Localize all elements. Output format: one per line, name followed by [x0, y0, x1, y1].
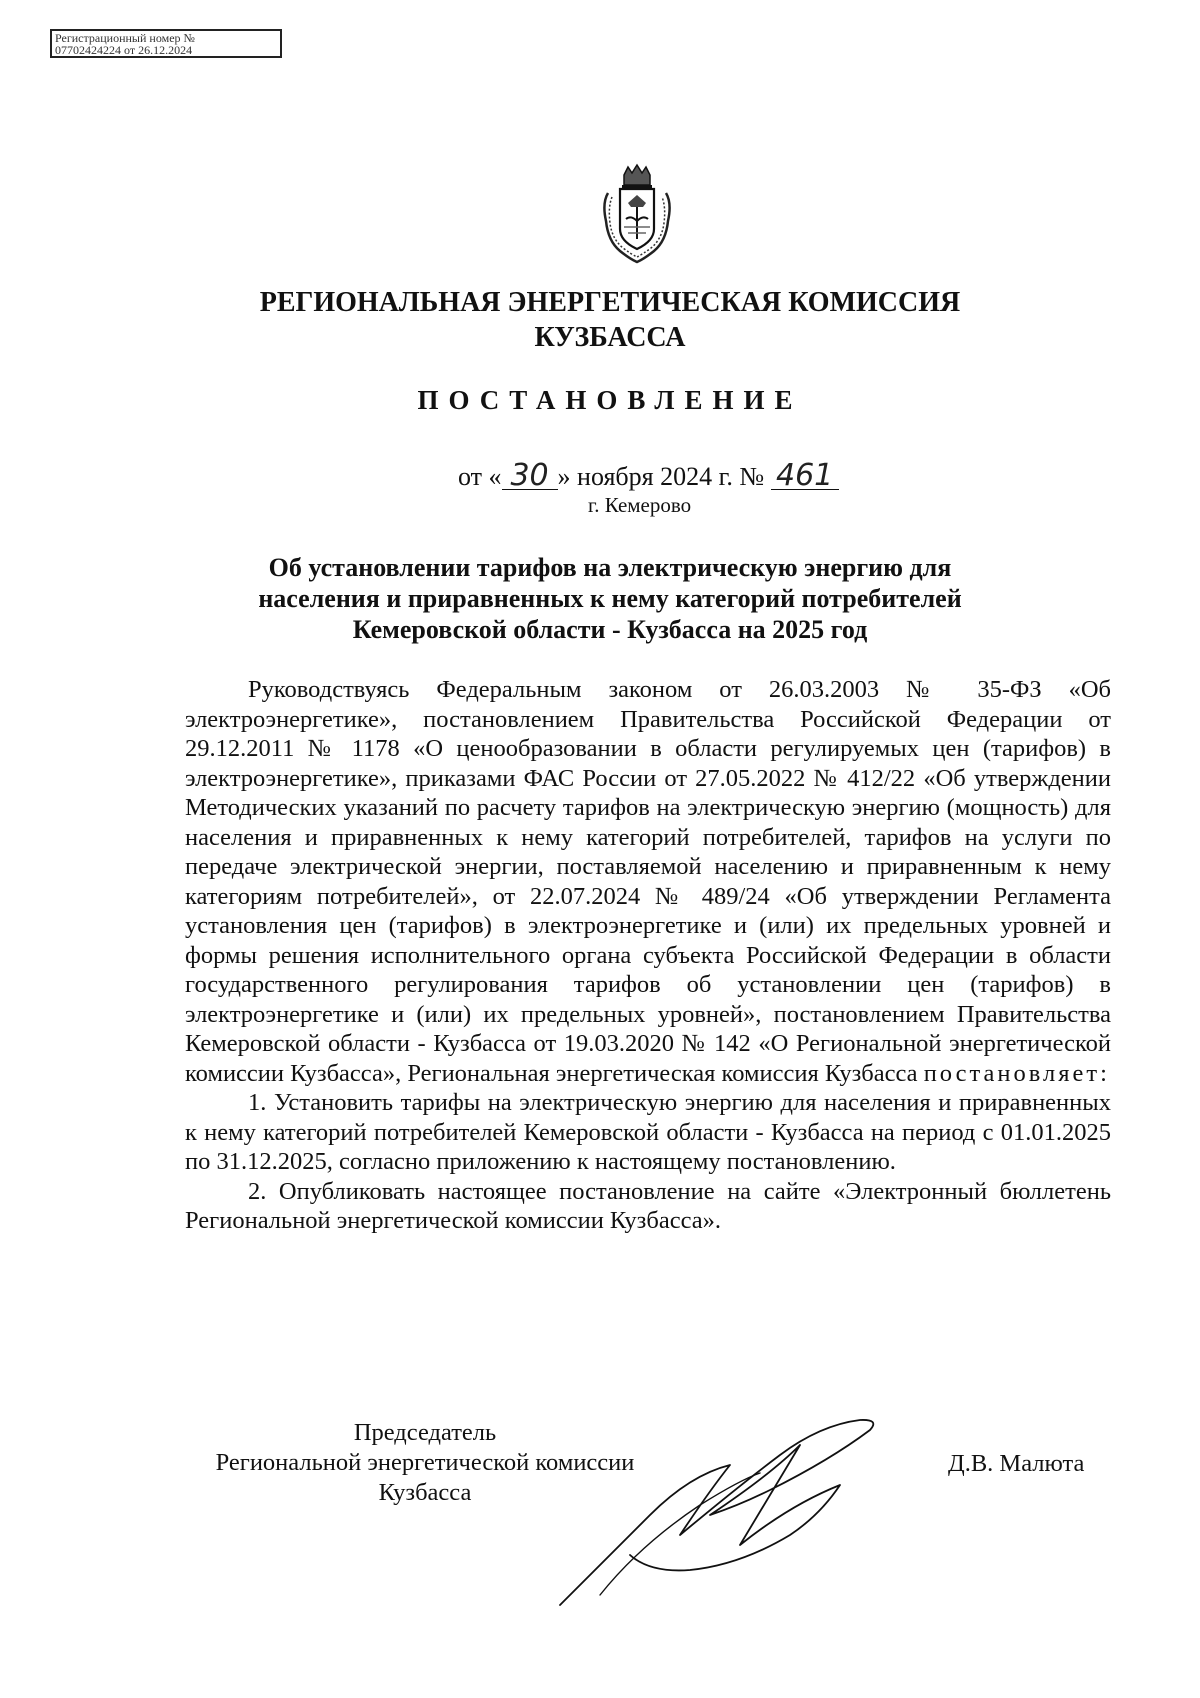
decree-word: постановляет:: [923, 1059, 1110, 1087]
date-middle: » ноября 2024 г. №: [557, 462, 765, 491]
kuzbass-coat-of-arms-icon: [598, 163, 676, 264]
handwritten-document-number: 461: [771, 463, 839, 490]
signatory-name: Д.В. Малюта: [948, 1450, 1085, 1477]
registration-line-1: Регистрационный номер №: [55, 31, 195, 45]
handwritten-signature: [540, 1395, 940, 1625]
document-date-line: [458, 458, 839, 493]
document-body: [185, 675, 1111, 1236]
document-subject: [210, 552, 1010, 645]
handwritten-day: 30: [502, 463, 558, 490]
document-city: г. Кемерово: [588, 493, 692, 517]
date-prefix: от «: [458, 462, 502, 491]
organization-name-line-2: КУЗБАССА: [534, 322, 686, 353]
resolution-item-1: 1. Установить тарифы на электрическую энергию для населения и приравненных к нему категорий потребителей Кемеровской области - Кузбасса на период с 01.01.2025 по 31.12.2025, согласно приложению к настоящему постановлению.: [185, 1089, 1111, 1175]
signatory-title-line-2: Региональной энергетической комиссии: [215, 1449, 635, 1476]
signatory-title-line-1: Председатель: [353, 1419, 497, 1446]
organization-name-line-1: РЕГИОНАЛЬНАЯ ЭНЕРГЕТИЧЕСКАЯ КОМИССИЯ: [259, 287, 961, 318]
signatory-title-line-3: Кузбасса: [378, 1479, 472, 1506]
resolution-item-2: 2. Опубликовать настоящее постановление на сайте «Электронный бюллетень Региональной энергетической комиссии Кузбасса».: [185, 1177, 1111, 1234]
registration-line-2: 07702424224 от 26.12.2024: [55, 43, 193, 57]
registration-stamp: [50, 29, 282, 58]
subject-line-1: Об установлении тарифов на электрическую энергию для: [268, 553, 952, 582]
preamble-text: Руководствуясь Федеральным законом от 26.03.2003 № 35-ФЗ «Об электроэнергетике», постановлением Правительства Российской Федерации от 29.12.2011 № 1178 «О ценообразовании в области регулируемых цен (тарифов) в электроэнергетике», приказами ФАС России от 27.05.2022 № 412/22 «Об утверждении Методических указаний по расчету тарифов на электрическую энергию (мощность) для населения и приравненных к нему категорий потребителей, тарифов на услуги по передаче электрической энергии, поставляемой населению и приравненным к нему категориям потребителей», от 22.07.2024 № 489/24 «Об утверждении Регламента установления цен (тарифов) в электроэнергетике и (или) их предельных уровней и формы решения исполнительного органа субъекта Российской Федерации в области государственного регулирования тарифов об установлении цен (тарифов) в электроэнергетике и (или) их предельных уровней», постановлением Правительства Кемеровской области - Кузбасса от 19.03.2020 № 142 «О Региональной энергетической комиссии Кузбасса», Региональная энергетическая комиссия Кузбасса: [185, 676, 1111, 1087]
subject-line-2: населения и приравненных к нему категорий потребителей: [258, 584, 962, 613]
document-type: ПОСТАНОВЛЕНИЕ: [417, 385, 803, 415]
preamble-paragraph: [185, 675, 1111, 1088]
subject-line-3: Кемеровской области - Кузбасса на 2025 год: [352, 615, 868, 644]
